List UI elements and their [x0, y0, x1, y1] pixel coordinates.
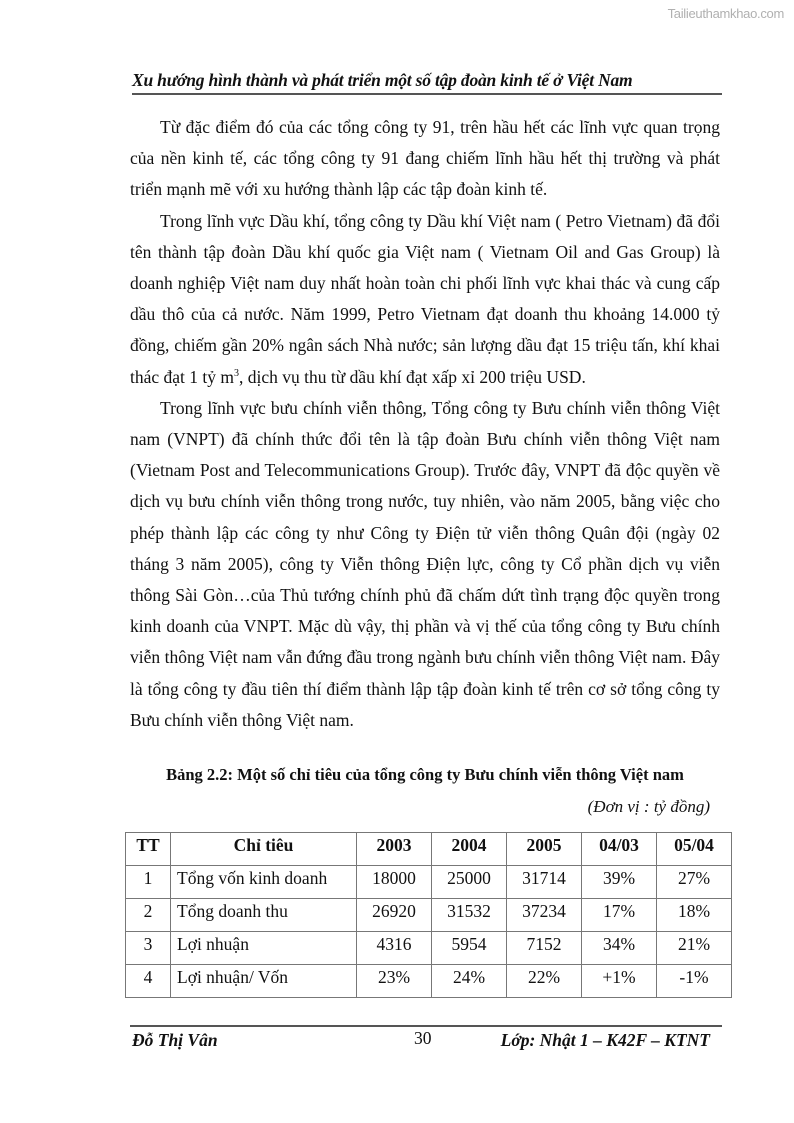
header-rule	[132, 93, 722, 95]
cell: 23%	[357, 965, 432, 998]
cell: Lợi nhuận	[171, 932, 357, 965]
cell: 27%	[657, 866, 732, 899]
paragraph-2-text-end: , dịch vụ thu từ dầu khí đạt xấp xỉ 200 triệu USD.	[239, 366, 586, 387]
superscript: 3	[234, 367, 240, 379]
paragraph-2-text: Trong lĩnh vực Dầu khí, tổng công ty Dầu khí Việt nam ( Petro Vietnam) đã đổi tên thành tập đoàn Dầu khí quốc gia Việt nam ( Vietnam Oil and Gas Group) là doanh nghiệp Việt nam duy nhất hoàn toàn chi phối lĩnh vực khai thác và cung cấp dầu thô của cả nước. Năm 1999, Petro Vietnam đạt doanh thu khoảng 14.000 tỷ đồng, chiếm gần 20% ngân sách Nhà nước; sản lượng dầu đạt 15 triệu tấn, khí khai thác đạt 1 tỷ m	[130, 210, 720, 387]
cell: 17%	[582, 899, 657, 932]
table-unit: (Đơn vị : tỷ đồng)	[587, 797, 710, 816]
cell: 1	[126, 866, 171, 899]
cell: Tổng vốn kinh doanh	[171, 866, 357, 899]
header-cell: 2005	[507, 833, 582, 866]
table-row	[126, 899, 732, 932]
header-cell: 05/04	[657, 833, 732, 866]
cell: 37234	[507, 899, 582, 932]
table-caption: Bảng 2.2: Một số chỉ tiêu của tổng công ty Bưu chính viễn thông Việt nam	[166, 765, 684, 784]
cell: 18000	[357, 866, 432, 899]
watermark: Tailieuthamkhao.com	[667, 6, 784, 21]
running-header: Xu hướng hình thành và phát triển một số tập đoàn kinh tế ở Việt Nam	[132, 70, 633, 90]
cell: 26920	[357, 899, 432, 932]
page-number: 30	[414, 1028, 432, 1048]
cell: 2	[126, 899, 171, 932]
cell: Lợi nhuận/ Vốn	[171, 965, 357, 998]
table-header-row	[126, 833, 732, 866]
footer-class: Lớp: Nhật 1 – K42F – KTNT	[500, 1030, 710, 1050]
cell: 4316	[357, 932, 432, 965]
paragraph-2	[130, 206, 720, 393]
cell: 25000	[432, 866, 507, 899]
cell: -1%	[657, 965, 732, 998]
cell: 7152	[507, 932, 582, 965]
header-cell: 2003	[357, 833, 432, 866]
cell: 4	[126, 965, 171, 998]
cell: 31714	[507, 866, 582, 899]
data-table	[125, 832, 732, 998]
cell: 5954	[432, 932, 507, 965]
body-text	[130, 112, 720, 736]
cell: 22%	[507, 965, 582, 998]
table-row	[126, 932, 732, 965]
cell: 21%	[657, 932, 732, 965]
cell: Tổng doanh thu	[171, 899, 357, 932]
header-cell: 04/03	[582, 833, 657, 866]
cell: 39%	[582, 866, 657, 899]
cell: 24%	[432, 965, 507, 998]
cell: 3	[126, 932, 171, 965]
header-cell: 2004	[432, 833, 507, 866]
cell: +1%	[582, 965, 657, 998]
footer-author: Đỗ Thị Vân	[132, 1030, 218, 1050]
table-row	[126, 965, 732, 998]
header-cell: Chỉ tiêu	[171, 833, 357, 866]
table-row	[126, 866, 732, 899]
paragraph-1: Từ đặc điểm đó của các tổng công ty 91, trên hầu hết các lĩnh vực quan trọng của nền kinh tế, các tổng công ty 91 đang chiếm lĩnh hầu hết thị trường và phát triển mạnh mẽ với xu hướng thành lập các tập đoàn kinh tế.	[130, 117, 720, 200]
cell: 34%	[582, 932, 657, 965]
cell: 31532	[432, 899, 507, 932]
cell: 18%	[657, 899, 732, 932]
paragraph-3: Trong lĩnh vực bưu chính viễn thông, Tổng công ty Bưu chính viễn thông Việt nam (VNPT) đã chính thức đổi tên là tập đoàn Bưu chính viễn thông Việt nam (Vietnam Post and Telecommunications Group). Trước đây, VNPT đã độc quyền về dịch vụ bưu chính viễn thông trong nước, tuy nhiên, vào năm 2005, bằng việc cho phép thành lập các công ty như Công ty Điện tử viễn thông Quân đội (ngày 02 tháng 3 năm 2005), công ty Viễn thông Điện lực, công ty Cổ phần dịch vụ viễn thông Sài Gòn…của Thủ tướng chính phủ đã chấm dứt tình trạng độc quyền trong kinh doanh của VNPT. Mặc dù vậy, thị phần và vị thế của tổng công ty Bưu chính viễn thông Việt nam vẫn đứng đầu trong ngành bưu chính viễn thông Việt nam. Đây là tổng công ty đầu tiên thí điểm thành lập tập đoàn kinh tế trên cơ sở tổng công ty Bưu chính viễn thông Việt nam.	[130, 397, 720, 730]
footer-rule	[130, 1025, 722, 1027]
header-cell: TT	[126, 833, 171, 866]
